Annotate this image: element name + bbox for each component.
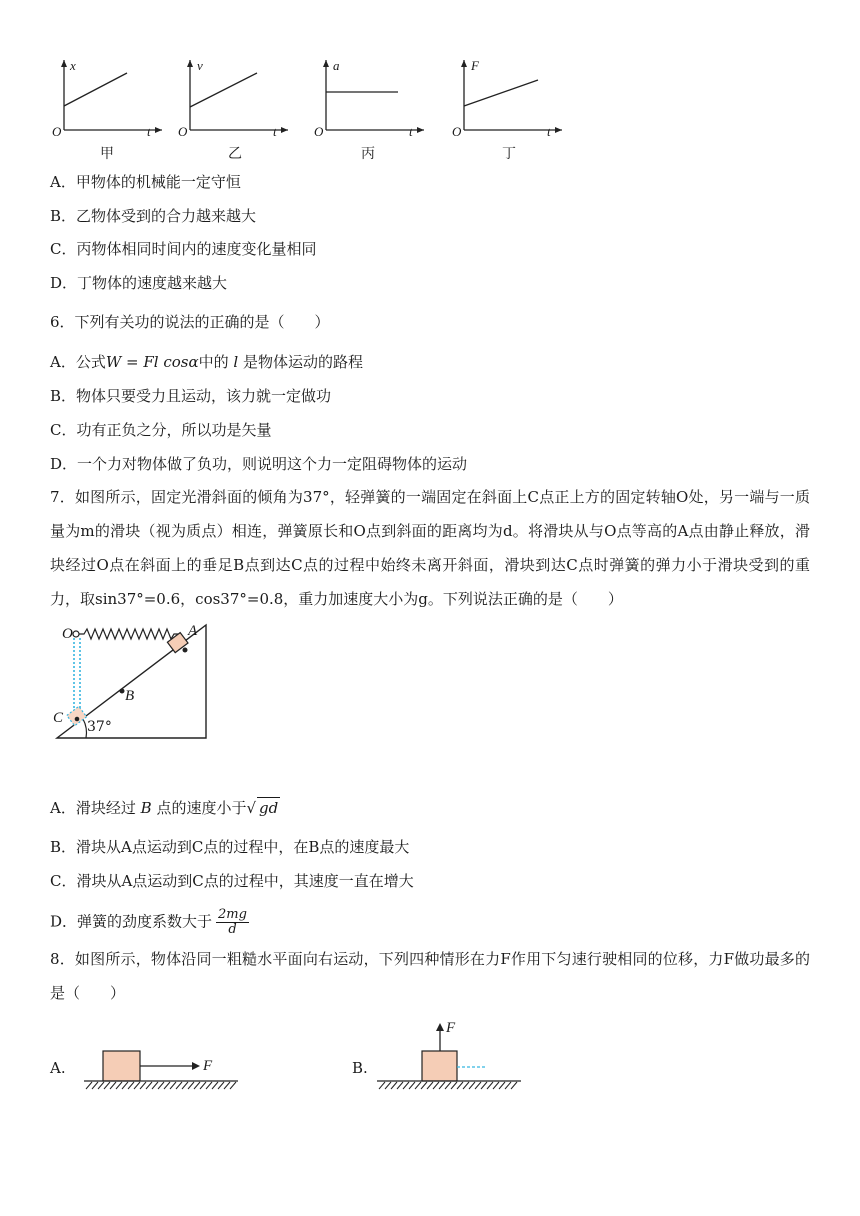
q7-option-a-mid: 点的速度小于 (156, 799, 247, 817)
q8-b-force-label: F (446, 1020, 456, 1036)
graph-ding-origin: O (452, 124, 462, 139)
q8-stem: 8．如图所示，物体沿同一粗糙水平面向右运动，下列四种情形在力F作用下匀速行驶相同的位移，力F做功最多的是（ ） (50, 950, 810, 1002)
graph-bing-caption: 丙 (361, 146, 375, 162)
q6-option-a-prefix: A．公式 (50, 353, 106, 371)
graph-bing-origin: O (314, 124, 324, 139)
q5-option-b: B．乙物体受到的合力越来越大 (50, 207, 257, 225)
q7-option-d (50, 908, 249, 937)
q7-var-b: B (140, 799, 152, 817)
q6-formula: W = Fl cosα (105, 353, 199, 371)
q6-option-d: D．一个力对物体做了负功，则说明这个力一定阻碍物体的运动 (50, 455, 468, 473)
graph-yi (176, 55, 296, 140)
q7-label-a: A (188, 623, 198, 639)
graph-jia-caption: 甲 (100, 146, 114, 162)
graph-yi-origin: O (178, 124, 188, 139)
graph-bing-yaxis: a (333, 58, 340, 73)
q7-label-c: C (53, 710, 64, 726)
q8-option-b-label: B. (352, 1059, 368, 1077)
graph-yi-xaxis: t (273, 124, 277, 139)
graph-jia-origin: O (52, 124, 62, 139)
q6-option-c: C．功有正负之分，所以功是矢量 (50, 421, 272, 439)
graph-ding-yaxis: F (471, 58, 479, 73)
q7-fraction (216, 908, 249, 937)
q7-label-b: B (125, 688, 135, 704)
graph-jia-yaxis: x (70, 58, 76, 73)
q8-figure-a (82, 1045, 242, 1095)
q7-fraction-den: d (228, 922, 237, 937)
q7-sqrt-gd: gd (259, 799, 279, 817)
q7-option-c: C．滑块从A点运动到C点的过程中，其速度一直在增大 (50, 872, 414, 890)
q7-option-d-prefix: D．弹簧的劲度系数大于 (50, 912, 213, 931)
q7-option-b: B．滑块从A点运动到C点的过程中，在B点的速度最大 (50, 838, 410, 856)
q7-label-angle: 37° (87, 719, 112, 735)
q6-option-b: B．物体只要受力且运动，该力就一定做功 (50, 387, 332, 405)
graph-ding (450, 55, 570, 140)
q5-option-c: C．丙物体相同时间内的速度变化量相同 (50, 240, 317, 258)
q5-option-a: A．甲物体的机械能一定守恒 (50, 173, 241, 191)
graph-yi-caption: 乙 (228, 146, 242, 162)
graph-jia (50, 55, 170, 140)
q6-stem: 6．下列有关功的说法的正确的是（ ） (50, 313, 330, 331)
graph-yi-yaxis: v (197, 58, 203, 73)
q7-label-o: O (62, 626, 73, 642)
q6-option-a-suffix: 是物体运动的路程 (243, 353, 364, 371)
q7-option-a-prefix: A．滑块经过 (50, 799, 136, 817)
graph-bing (312, 55, 432, 140)
q6-option-a-mid: 中的 (198, 353, 229, 371)
q5-option-d: D．丁物体的速度越来越大 (50, 274, 228, 292)
q7-fraction-num: 2mg (218, 907, 247, 922)
q6-var-l: l (233, 353, 239, 371)
q6-option-a (50, 352, 363, 372)
graph-bing-xaxis: t (409, 124, 413, 139)
q8-option-a-label: A. (50, 1059, 66, 1077)
graph-jia-xaxis: t (147, 124, 151, 139)
q7-stem: 7．如图所示，固定光滑斜面的倾角为37°，轻弹簧的一端固定在斜面上C点正上方的固定转轴O处，另一端与一质量为m的滑块（视为质点）相连，弹簧原长和O点到斜面的距离均为d。将滑块从与O点等高的A点由静止释放，滑块经过O点在斜面上的垂足B点到达C点的过程中始终未离开斜面，滑块到达C点时弹簧的弹力小于滑块受到的重力，取sin37°=0.6，cos37°=0.8，重力加速度大小为g。下列说法正确的是（ ） (50, 488, 810, 608)
q8-a-force-label: F (203, 1058, 213, 1074)
q7-option-a: A．滑块经过 B 点的速度小于√ gd (50, 799, 279, 817)
graph-ding-xaxis: t (547, 124, 551, 139)
graph-ding-caption: 丁 (502, 146, 516, 162)
